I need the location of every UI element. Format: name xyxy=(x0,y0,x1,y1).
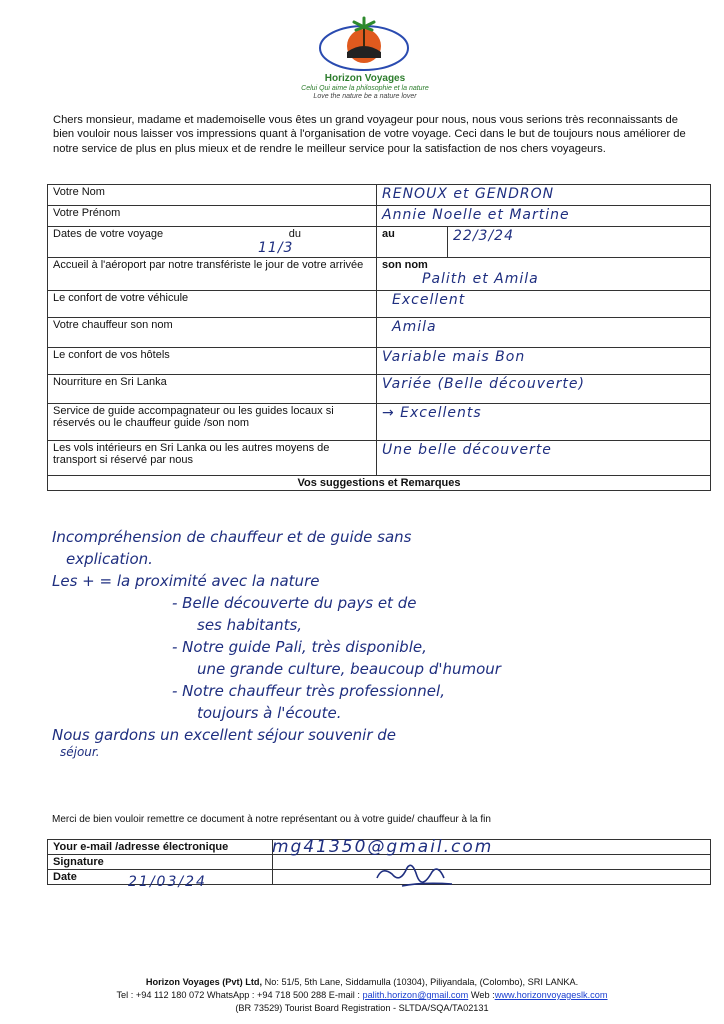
label-prenom: Votre Prénom xyxy=(48,206,377,227)
brand-tagline: Celui Qui aime la philosophie et la nature xyxy=(301,85,429,92)
suggestions-heading: Vos suggestions et Remarques xyxy=(48,476,711,491)
footer-address: No: 51/5, 5th Lane, Siddamulla (10304), Piliyandala, (Colombo), SRI LANKA. xyxy=(262,977,579,987)
label-guide: Service de guide accompagnateur ou les guides locaux si réservés ou le chauffeur guide /son nom xyxy=(48,404,377,441)
value-prenom[interactable]: Annie Noelle et Martine xyxy=(382,207,570,223)
brand-name: Horizon Voyages xyxy=(324,73,406,84)
remark-line: Nous gardons un excellent séjour souvenir de xyxy=(52,726,397,744)
value-guide[interactable]: → Excellents xyxy=(382,405,482,421)
value-nom[interactable]: RENOUX et GENDRON xyxy=(382,186,555,202)
value-nourriture[interactable]: Variée (Belle découverte) xyxy=(382,376,585,392)
label-chauffeur: Votre chauffeur son nom xyxy=(48,318,377,348)
label-hotels: Le confort de vos hôtels xyxy=(48,348,377,375)
value-date[interactable]: 21/03/24 xyxy=(128,874,207,890)
remark-line: toujours à l'écoute. xyxy=(197,704,342,722)
remark-line: - Belle découverte du pays et de xyxy=(172,594,417,612)
value-hotels[interactable]: Variable mais Bon xyxy=(382,349,526,365)
return-instructions: Merci de bien vouloir remettre ce document à notre représentant ou à votre guide/ chauffeur à la fin xyxy=(52,814,491,825)
footer-web-label: Web : xyxy=(468,990,495,1000)
feedback-form-table xyxy=(47,184,711,491)
handwritten-remarks[interactable] xyxy=(52,526,717,758)
value-email[interactable]: mg41350@gmail.com xyxy=(272,837,494,857)
footer-web-link[interactable]: www.horizonvoyageslk.com xyxy=(494,990,608,1000)
footer-registration: (BR 73529) Tourist Board Registration - SLTDA/SQA/TA02131 xyxy=(235,1003,489,1013)
brand-block xyxy=(250,73,480,100)
horizon-voyages-logo xyxy=(318,12,410,74)
remark-line: - Notre chauffeur très professionnel, xyxy=(172,682,445,700)
remark-line: ses habitants, xyxy=(197,616,303,634)
remark-line: Incompréhension de chauffeur et de guide sans xyxy=(52,528,412,546)
footer-tel: Tel : +94 112 180 072 WhatsApp : +94 718 500 288 E-mail : xyxy=(116,990,363,1000)
footer-email-link[interactable]: palith.horizon@gmail.com xyxy=(362,990,469,1000)
value-du[interactable]: 11/3 xyxy=(258,240,294,256)
value-vols[interactable]: Une belle découverte xyxy=(382,442,552,458)
remark-line: une grande culture, beaucoup d'humour xyxy=(197,660,501,678)
label-accueil: Accueil à l'aéroport par notre transfériste le jour de votre arrivée xyxy=(48,258,377,291)
label-du: du xyxy=(288,228,301,240)
label-nourriture: Nourriture en Sri Lanka xyxy=(48,375,377,404)
label-au: au xyxy=(377,227,448,258)
intro-paragraph: Chers monsieur, madame et mademoiselle vous êtes un grand voyageur pour nous, nous vous serions très reconnaissants de bien vouloir nous laisser vos impressions quant à l'organisation de votre voyage. Ceci dans le but de toujours nous améliorer de notre service de plus en plus mieux et de rendre le meilleur service pour la satisfaction de nos chers voyageurs. xyxy=(53,114,686,155)
remark-line: explication. xyxy=(66,550,153,568)
footer xyxy=(40,976,684,1015)
value-au[interactable]: 22/3/24 xyxy=(453,228,514,244)
label-dates: Dates de votre voyage xyxy=(53,228,164,240)
label-date: Date xyxy=(48,870,273,885)
label-nom: Votre Nom xyxy=(48,185,377,206)
label-son-nom: son nom xyxy=(382,259,428,271)
handwritten-signature xyxy=(372,856,462,896)
remark-line: séjour. xyxy=(60,745,100,759)
label-email: Your e-mail /adresse électronique xyxy=(48,840,273,855)
value-chauffeur[interactable]: Amila xyxy=(392,319,437,335)
label-signature: Signature xyxy=(48,855,273,870)
remark-line: - Notre guide Pali, très disponible, xyxy=(172,638,427,656)
remark-line: Les + = la proximité avec la nature xyxy=(52,572,320,590)
value-vehicule[interactable]: Excellent xyxy=(392,292,466,308)
value-accueil[interactable]: Palith et Amila xyxy=(422,271,539,287)
label-vehicule: Le confort de votre véhicule xyxy=(48,291,377,318)
footer-company: Horizon Voyages (Pvt) Ltd, xyxy=(145,977,263,987)
label-vols: Les vols intérieurs en Sri Lanka ou les autres moyens de transport si réservé par nous xyxy=(48,441,377,476)
brand-tagline-english: Love the nature be a nature lover xyxy=(313,93,417,100)
